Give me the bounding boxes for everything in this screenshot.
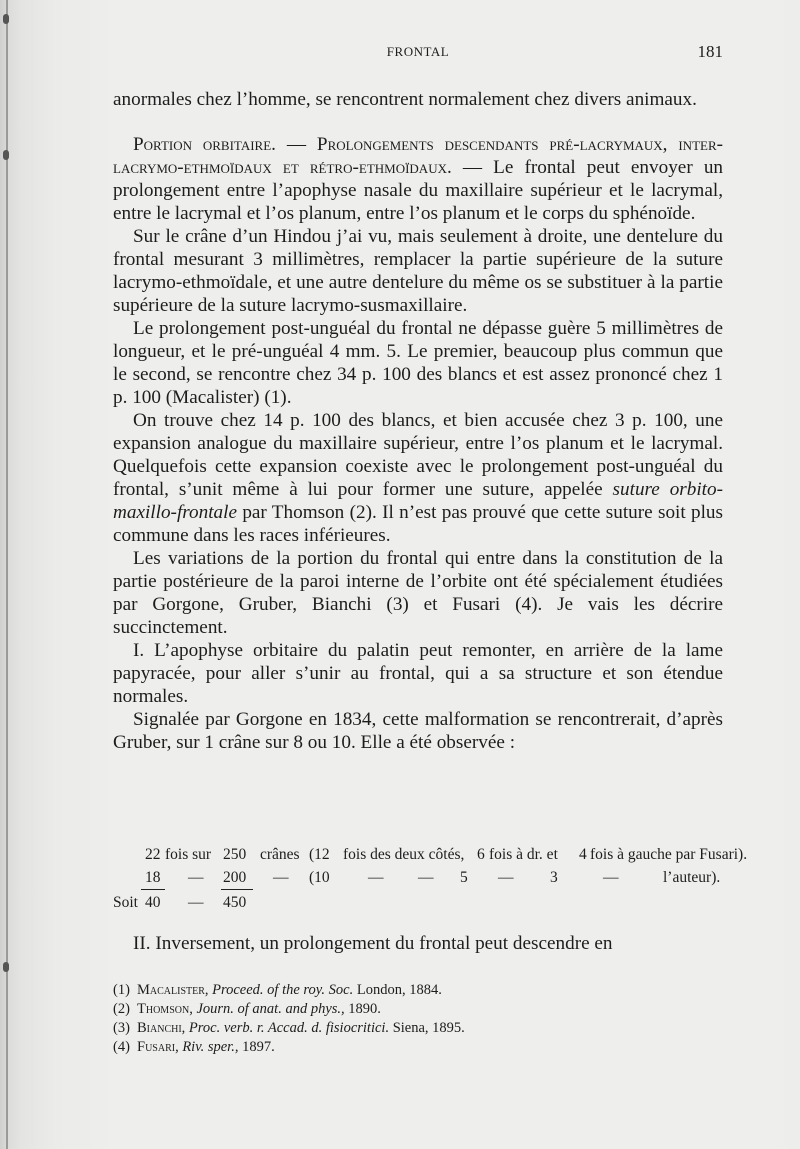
footnote-number: (4) xyxy=(113,1039,130,1055)
statistics-table xyxy=(113,843,748,914)
footnote-title: Journ. of anat. and phys., xyxy=(196,1001,345,1017)
table-row xyxy=(113,843,748,866)
table-cell: 6 xyxy=(477,846,485,863)
paragraph-continuation: anormales chez l’homme, se rencontrent normalement chez divers animaux. xyxy=(113,89,697,110)
table-cell: 4 xyxy=(579,846,587,863)
paragraph: Le prolongement post-unguéal du frontal ne dépasse guère 5 millimètres de longueur, et le pré-unguéal 4 mm. 5. Le premier, beaucoup plus commun que le second, se rencontre chez 34 p. 100 des blancs et est assez prononcé chez 1 p. 100 (Macalister) (1). xyxy=(113,318,723,408)
table-cell: 200 xyxy=(223,869,247,886)
paragraph: II. Inversement, un prolongement du frontal peut descendre en xyxy=(133,933,613,954)
table-cell: fois à gauche par Fusari). xyxy=(590,846,748,863)
page-header xyxy=(113,42,723,66)
footnote-title: Proceed. of the roy. Soc. xyxy=(212,982,354,998)
paragraph-text: On trouve chez 14 p. 100 des blancs, et bien accusée chez 3 p. 100, une expansion analogue du maxillaire supérieur, entre l’os planum et le lacrymal. Quelquefois cette expansion coexiste avec le prolongement post-unguéal du frontal, s’unit même à lui pour former une suture, appelée xyxy=(113,410,723,500)
footnote xyxy=(113,1019,723,1038)
footnote-number: (2) xyxy=(113,1001,130,1017)
footnote-rest: 1890. xyxy=(344,1001,381,1017)
footnote-number: (1) xyxy=(113,982,130,998)
table-cell: 5 xyxy=(460,869,468,886)
table-cell: 22 xyxy=(145,846,161,863)
paragraph-text: par Thomson (2). Il n’est pas prouvé que cette suture soit plus commune dans les races inférieures. xyxy=(113,502,723,546)
table-cell: crânes xyxy=(260,846,300,863)
table-cell: fois des deux côtés, xyxy=(343,846,465,863)
book-binding-edge xyxy=(6,0,8,1149)
footnote xyxy=(113,981,723,1000)
footnote xyxy=(113,1038,723,1057)
table-cell: (10 xyxy=(309,869,330,886)
table-row-total xyxy=(113,891,723,914)
subsection-heading: Prolongements descendants pré-lacrymaux, inter-lacrymo-ethmoïdaux et rétro-ethmoïdaux. xyxy=(113,134,724,178)
em-dash: — xyxy=(275,134,317,155)
footnote xyxy=(113,1000,723,1019)
section-heading: Portion orbitaire. xyxy=(133,134,276,155)
table-cell: — xyxy=(273,869,289,886)
footnote-title: Riv. sper., xyxy=(182,1039,239,1055)
table-cell: 40 xyxy=(145,894,161,911)
paragraph-text: — Le frontal peut envoyer un prolongement entre l’apophyse nasale du maxillaire supérieur et le lacrymal, entre le lacrymal et l’os planum, entre l’os planum et le corps du sphénoïde. xyxy=(113,157,724,224)
binding-mark xyxy=(3,962,9,972)
table-cell: — xyxy=(188,894,204,911)
binding-mark xyxy=(3,14,9,24)
page-number: 181 xyxy=(697,42,723,61)
sum-rule xyxy=(221,889,253,890)
table-cell: fois à dr. et xyxy=(489,846,558,863)
table-cell: — xyxy=(603,869,619,886)
footnote-author: Macalister, xyxy=(137,982,209,998)
table-cell: — xyxy=(188,869,204,886)
footnotes xyxy=(113,981,723,1057)
footnote-number: (3) xyxy=(113,1020,130,1036)
table-cell: 18 xyxy=(145,869,161,886)
footnote-title: Proc. verb. r. Accad. d. fisiocritici. xyxy=(188,1020,390,1036)
table-cell: 250 xyxy=(223,846,247,863)
footnote-rest: Siena, 1895. xyxy=(389,1020,465,1036)
running-title: FRONTAL xyxy=(386,44,450,59)
table-cell: — xyxy=(418,869,434,886)
body-text xyxy=(113,88,723,754)
footnote-rest: 1897. xyxy=(238,1039,275,1055)
binding-mark xyxy=(3,150,9,160)
paragraph xyxy=(113,409,723,547)
table-cell: fois sur xyxy=(165,846,212,863)
table-cell: l’auteur). xyxy=(663,869,721,886)
table-cell: (12 xyxy=(309,846,330,863)
paragraph: Sur le crâne d’un Hindou j’ai vu, mais seulement à droite, une dentelure du frontal mesurant 3 millimètres, remplacer la partie supérieure de la suture lacrymo-ethmoïdale, et une autre dentelure du même os se substituer à la partie supérieure de la suture lacrymo-susmaxillaire. xyxy=(113,226,723,316)
footnote-author: Fusari, xyxy=(137,1039,179,1055)
table-cell: — xyxy=(498,869,514,886)
italic-term: suture orbito-maxillo-frontale xyxy=(113,479,723,523)
table-row xyxy=(113,866,723,889)
footnote-author: Bianchi, xyxy=(137,1020,186,1036)
paragraph-section-portion-orbitaire xyxy=(113,133,723,225)
table-cell: 450 xyxy=(223,894,247,911)
footnote-rest: London, 1884. xyxy=(353,982,442,998)
table-cell: 3 xyxy=(550,869,558,886)
paragraph: I. L’apophyse orbitaire du palatin peut remonter, en arrière de la lame papyracée, pour aller s’unir au frontal, qui a sa structure et son étendue normales. xyxy=(113,640,723,707)
paragraph: Signalée par Gorgone en 1834, cette malformation se rencontrerait, d’après Gruber, sur 1 crâne sur 8 ou 10. Elle a été observée : xyxy=(113,709,723,753)
paragraph: Les variations de la portion du frontal qui entre dans la constitution de la partie postérieure de la paroi interne de l’orbite ont été spécialement étudiées par Gorgone, Gruber, Bianchi (3) et Fusari (4). Je vais les décrire succinctement. xyxy=(113,548,723,638)
table-cell: Soit xyxy=(113,894,138,911)
sum-rule xyxy=(141,889,165,890)
table-cell: — xyxy=(368,869,384,886)
footnote-author: Thomson, xyxy=(137,1001,193,1017)
